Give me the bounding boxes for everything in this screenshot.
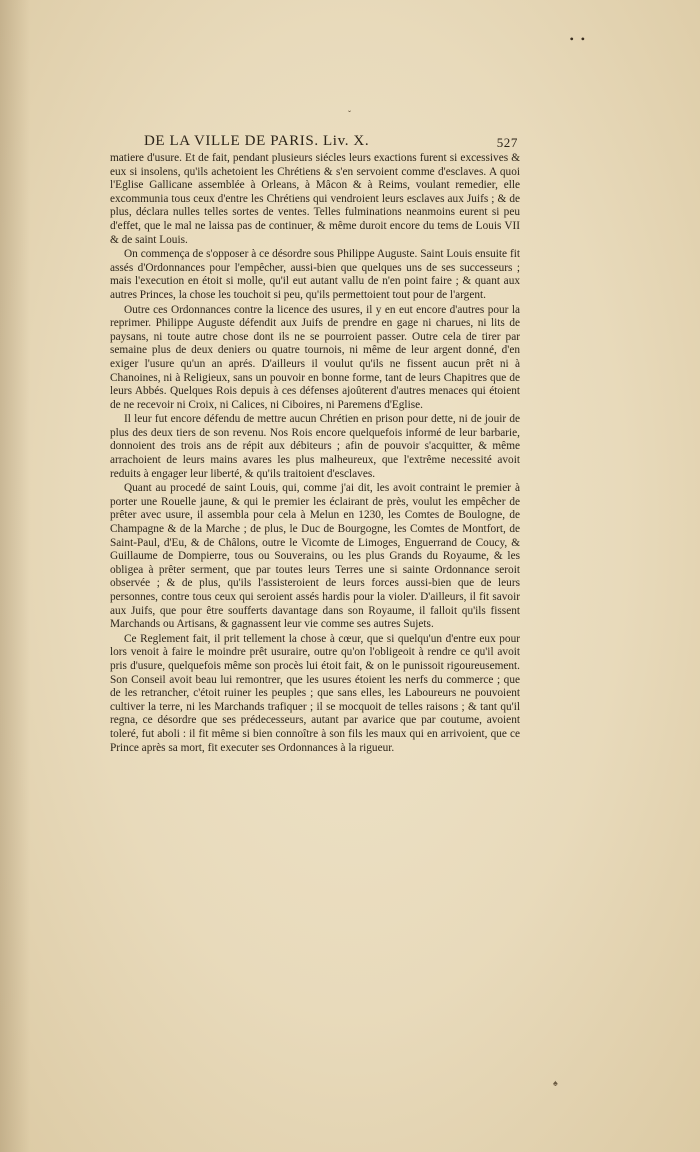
paragraph-3: Outre ces Ordonnances contre la licence des usures, il y en eut encore d'autres pour la reprimer. Philippe Auguste défendit aux Juifs de prendre en gage ni charues, ni lits de paysans, ni toute autre chose dont ils ne se pourroient passer. Outre cela de tirer par semaine plus de deux deniers ou quatre tournois, ni même de leur argent donné, d'en exiger l'usure qu'un an aprés. D'ailleurs il voulut qu'ils ne fissent aucun prêt ni à Chanoines, ni à Religieux, sans un pouvoir en bonne forme, tant de leurs Chapitres que de leurs Abbés. Quelques Rois depuis à ces défenses ajoûterent d'autres menaces qui étoient de ne recevoir ni Croix, ni Calices, ni Ciboires, ni Paremens d'Eglise. <box>110 303 520 411</box>
body-text <box>110 152 520 756</box>
page-number: 527 <box>496 135 518 150</box>
paragraph-4: Il leur fut encore défendu de mettre aucun Chrétien en prison pour dette, ni de jouir de plus des deux tiers de son revenu. Nos Rois encore quelquefois informé de leur barbarie, donnoient des trois ans de répit aux débiteurs ; afin de pouvoir s'acquitter, & même arrachoient de leurs mains avares les plus malheureux, que l'extrême necessité avoit reduits à engager leur liberté, & qu'ils traitoient d'esclaves. <box>110 413 520 480</box>
running-title: DE LA VILLE DE PARIS. Liv. X. <box>144 133 370 149</box>
page-fold-shadow <box>0 0 30 1152</box>
printer-mark: • • <box>569 32 587 46</box>
ink-mark: ♠ <box>553 1078 558 1088</box>
tick-mark: ˇ <box>348 109 351 119</box>
paragraph-2: On commença de s'opposer à ce désordre sous Philippe Auguste. Saint Louis ensuite fit assés d'Ordonnances pour l'empêcher, aussi-bien que quelques uns de ses successeurs ; mais l'execution en étoit si molle, qu'il eut autant vallu de n'en point faire ; & quant aux autres Princes, la chose les touchoit si peu, qu'ils permettoient tout pour de l'argent. <box>110 248 520 301</box>
paragraph-5: Quant au procedé de saint Louis, qui, comme j'ai dit, les avoit contraint le premier à porter une Rouelle jaune, & qui le premier les éclairant de près, voulut les empêcher de prêter avec usure, il assembla pour cela à Melun en 1230, les Comtes de Boulogne, de Champagne & de la Marche ; de plus, le Duc de Bourgogne, les Comtes de Montfort, de Saint-Paul, d'Eu, & de Châlons, outre le Vicomte de Limoges, Enguerrand de Coucy, & Guillaume de Dompierre, tous ou Souverains, ou les plus Grands du Royaume, & les obligea à prêter serment, que par toutes leurs Terres une si sainte Ordonnance seroit observée ; & de plus, qu'ils l'assisteroient de leurs forces aussi-bien que de leurs personnes, contre tous ceux qui seroient assés hardis pour la violer. D'ailleurs, il fit savoir aux Juifs, que pour être soufferts davantage dans son Royaume, il falloit qu'ils fissent Marchands ou Artisans, & gagnassent leur vie comme ses autres Sujets. <box>110 482 520 631</box>
paragraph-6: Ce Reglement fait, il prit tellement la chose à cœur, que si quelqu'un d'entre eux pour lors venoit à faire le moindre prêt usuraire, outre qu'on l'obligeoit à rendre ce qu'il avoit pris d'usure, quelquefois même son procès lui étoit fait, & on le punissoit rigoureusement. Son Conseil avoit beau lui remontrer, que les usures étoient les nerfs du commerce ; que de les retrancher, c'étoit ruiner les peuples ; que sans elles, les Laboureurs ne pouvoient cultiver la terre, ni les Marchands trafiquer ; il se mocquoit de telles raisons ; & tant qu'il regna, ce désordre que ses prédecesseurs, autant par avarice que par coutume, avoient toleré, fut aboli : il fit même si bien connoître à son fils les maux qui en arrivoient, que ce Prince après sa mort, fit executer ses Ordonnances à la rigueur. <box>110 632 520 754</box>
paragraph-1: matiere d'usure. Et de fait, pendant plusieurs siécles leurs exactions furent si excessives & eux si insolens, qu'ils achetoient les Chrétiens & s'en servoient comme d'esclaves. A quoi l'Eglise Gallicane assemblée à Orleans, à Mâcon & à Reims, voulant remedier, elle excommunia tous ceux d'entre les Chrétiens qui vendroient leurs esclaves aux Juifs ; & de plus, déclara nulles telles sortes de ventes. Telles fulminations neanmoins eurent si peu d'effet, que le mal ne laissa pas de continuer, & même duroit encore du tems de Louis VII & de saint Louis. <box>110 152 520 246</box>
